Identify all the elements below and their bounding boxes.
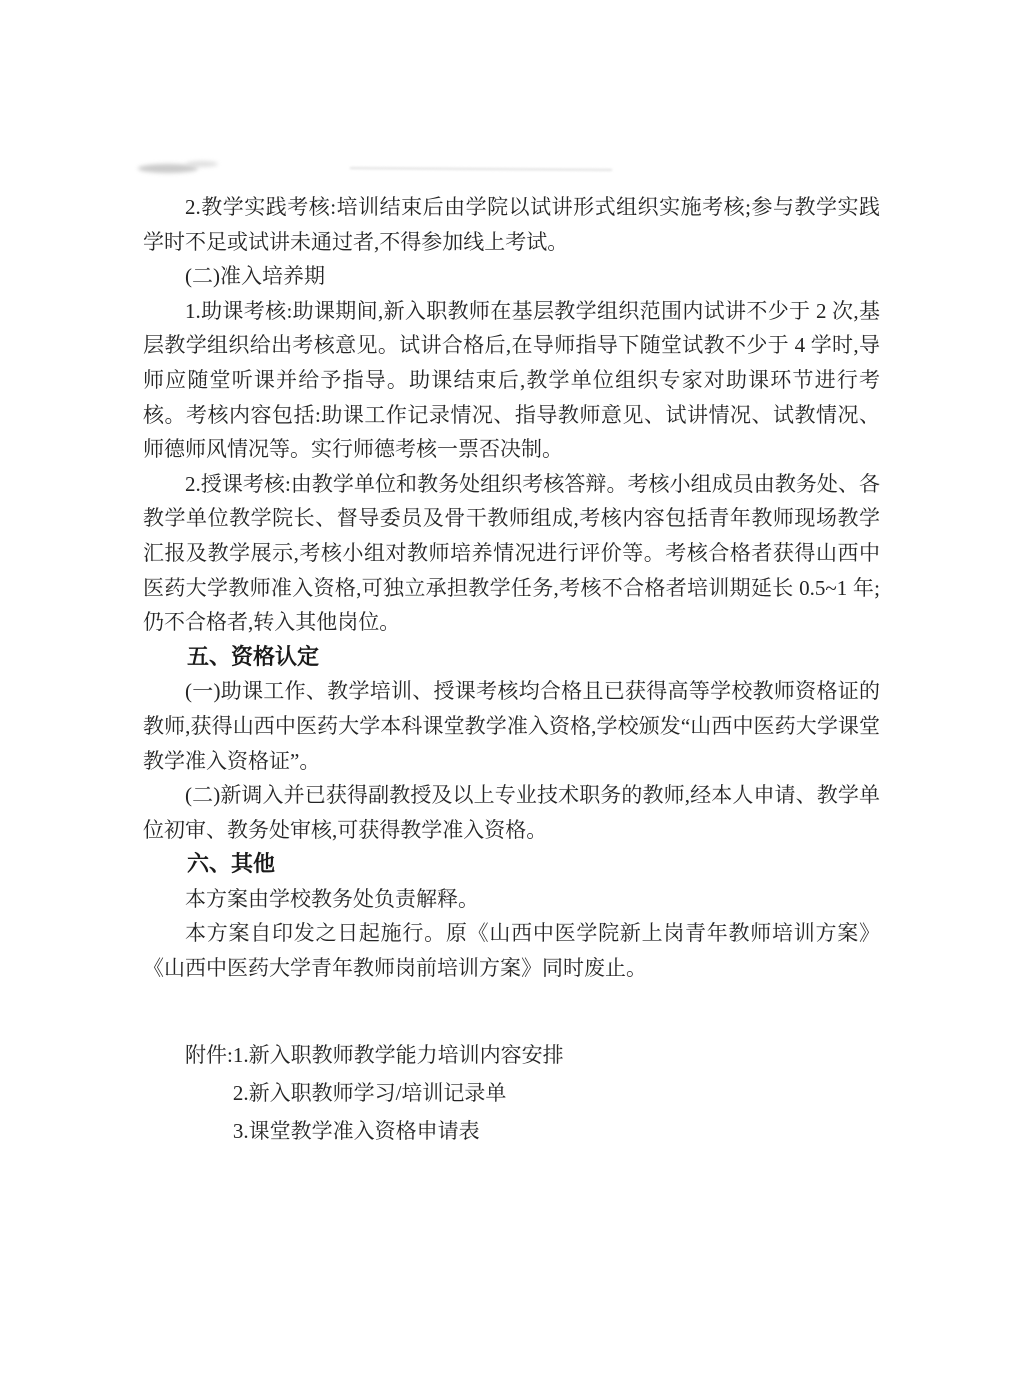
attachments-block xyxy=(143,1036,880,1150)
attachments-label: 附件: xyxy=(185,1043,233,1067)
para-effective-date-abolition: 本方案自印发之日起施行。原《山西中医学院新上岗青年教师培训方案》《山西中医药大学青年教师岗前培训方案》同时废止。 xyxy=(143,921,880,981)
para-lecture-assessment: 2.授课考核:由教学单位和教务处组织考核答辩。考核小组成员由教务处、各教学单位教学院长、督导委员及骨干教师组成,考核内容包括青年教师现场教学汇报及教学展示,考核小组对教师培养情况进行评价等。考核合格者获得山西中医药大学教师准入资格,可独立承担教学任务,考核不合格者培训期延长 0.5~1 年;仍不合格者,转入其他岗位。 xyxy=(143,471,880,635)
para-qualification-item-1: (一)助课工作、教学培训、授课考核均合格且已获得高等学校教师资格证的教师,获得山西中医药大学本科课堂教学准入资格,学校颁发“山西中医药大学课堂教学准入资格证”。 xyxy=(143,679,880,773)
attachment-item-record-sheet: 2.新入职教师学习/培训记录单 xyxy=(232,1081,507,1105)
heading-qualification-determination: 五、资格认定 xyxy=(187,643,320,669)
para-teaching-practice-assessment: 2.教学实践考核:培训结束后由学院以试讲形式组织实施考核;参与教学实践学时不足或试讲未通过者,不得参加线上考试。 xyxy=(143,195,880,254)
document-body xyxy=(143,190,880,986)
attachment-item-application-form: 3.课堂教学准入资格申请表 xyxy=(232,1119,480,1143)
scan-smudge xyxy=(186,161,218,167)
para-qualification-item-2: (二)新调入并已获得副教授及以上专业技术职务的教师,经本人申请、教学单位初审、教务处审核,可获得教学准入资格。 xyxy=(143,783,880,842)
scan-artifact-line xyxy=(350,167,612,171)
para-assistant-course-assessment: 1.助课考核:助课期间,新入职教师在基层教学组织范围内试讲不少于 2 次,基层教学组织给出考核意见。试讲合格后,在导师指导下随堂试教不少于 4 学时,导师应随堂听课并给予指导。助课结束后,教学单位组织专家对助课环节进行考核。考核内容包括:助课工作记录情况、指导教师意见、试讲情况、试教情况、师德师风情况等。实行师德考核一票否决制。 xyxy=(143,298,880,462)
attachments-list xyxy=(233,1036,880,1150)
para-interpretation-authority: 本方案由学校教务处负责解释。 xyxy=(185,886,479,911)
attachment-item-training-content: 1.新入职教师教学能力培训内容安排 xyxy=(232,1043,564,1067)
heading-others: 六、其他 xyxy=(187,851,276,877)
para-admission-training-period: (二)准入培养期 xyxy=(185,264,325,289)
